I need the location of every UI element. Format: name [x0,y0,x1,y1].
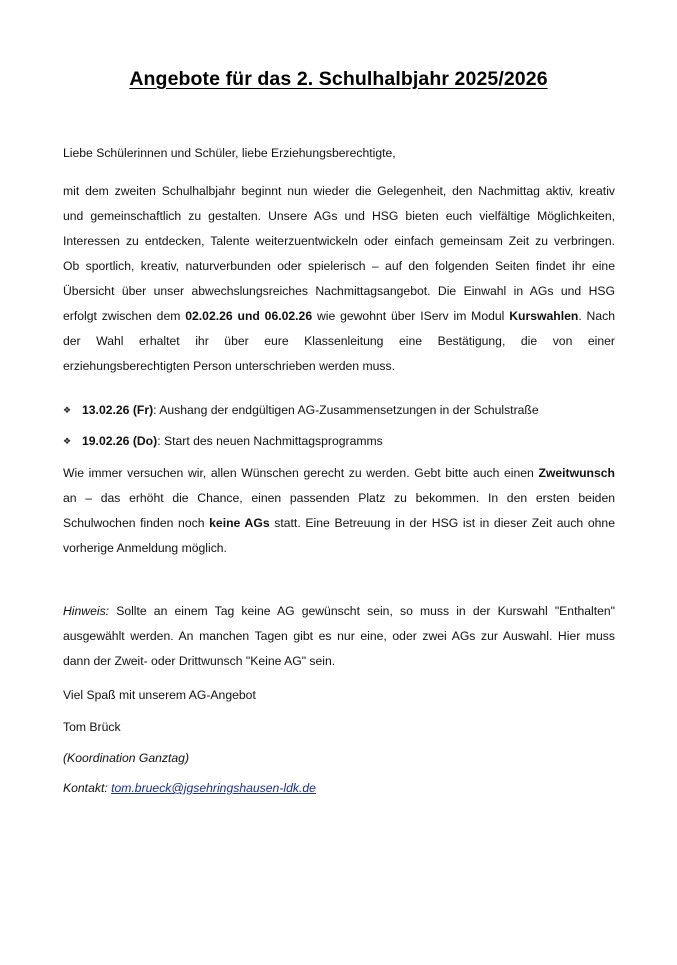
bullet-date: 13.02.26 (Fr) [82,403,154,417]
wishes-line [63,461,615,486]
module-name: Kurswahlen [509,309,579,323]
intro-line: mit dem zweiten Schulhalbjahr beginnt nun wieder die Gelegenheit, den Nachmittag aktiv, kreativ [63,184,615,198]
contact-email-link[interactable]: tom.brueck@jgsehringshausen-ldk.de [111,781,316,795]
intro-line: Ob sportlich, kreativ, naturverbunden oder spielerisch – auf den folgenden Seiten findet ihr eine [63,259,615,273]
registration-period: 02.02.26 und 06.02.26 [185,309,313,323]
intro-line: erziehungsberechtigten Person unterschrieben werden muss. [63,359,395,373]
contact-label: Kontakt: [63,781,112,795]
wishes-line: an – das erhöht die Chance, einen passenden Platz zu bekommen. In den ersten beiden [63,491,615,505]
page-title: Angebote für das 2. Schulhalbjahr 2025/2026 [129,68,548,90]
intro-text: erfolgt zwischen dem [63,309,186,323]
wishes-line: vorherige Anmeldung möglich. [63,541,227,555]
hint-line: dann der Zweit- oder Drittwunsch "Keine AG" sein. [63,654,336,668]
intro-paragraph [63,179,615,379]
no-ags-emphasis: keine AGs [209,516,270,530]
hint-paragraph [63,599,615,674]
wishes-line [63,511,615,536]
signature-name: Tom Brück [63,720,121,734]
diamond-dots-icon: ❖ [63,436,72,446]
wishes-text: statt. Eine Betreuung in der HSG ist in dieser Zeit auch ohne [269,516,615,530]
closing [63,683,615,708]
hint-label: Hinweis: [63,604,110,618]
diamond-dots-icon: ❖ [63,405,72,415]
greeting-text: Liebe Schülerinnen und Schüler, liebe Erziehungsberechtigte, [63,146,396,160]
intro-text: wie gewohnt über IServ im Modul [312,309,510,323]
hint-line [63,599,615,624]
hint-line: ausgewählt werden. An manchen Tagen gibt es nur eine, oder zwei AGs zur Auswahl. Hier muss [63,629,615,643]
closing-text: Viel Spaß mit unserem AG-Angebot [63,688,256,702]
intro-text: . Nach [578,309,615,323]
list-item [63,400,615,420]
bullet-text: : Aushang der endgültigen AG-Zusammensetzungen in der Schulstraße [153,403,539,417]
intro-line: und gemeinschaftlich zu gestalten. Unsere AGs und HSG bieten euch vielfältige Möglichkeiten, [63,209,615,223]
greeting [63,141,615,166]
wishes-text: Schulwochen finden noch [63,516,210,530]
intro-line-dates [63,304,615,329]
intro-line: Übersicht über unser abwechslungsreiches Nachmittagsangebot. Die Einwahl in AGs und HSG [63,284,615,298]
wishes-paragraph [63,461,615,561]
signature-role: (Koordination Ganztag) [63,751,190,765]
signature [63,715,615,740]
wishes-text: Wie immer versuchen wir, allen Wünschen gerecht zu werden. Gebt bitte auch einen [63,466,539,480]
second-wish-emphasis: Zweitwunsch [538,466,615,480]
bullet-text: : Start des neuen Nachmittagsprogramms [157,434,383,448]
bullet-date: 19.02.26 (Do) [82,434,158,448]
contact [63,776,615,801]
intro-line: der Wahl erhaltet ihr über eure Klassenleitung eine Bestätigung, die von einer [63,334,615,348]
hint-text: Sollte an einem Tag keine AG gewünscht sein, so muss in der Kurswahl "Enthalten" [109,604,615,618]
list-item [63,431,615,451]
contact-line [63,776,615,801]
intro-line: Interessen zu entdecken, Talente weiterzuentwickeln oder einfach gemeinsam Zeit zu verbringen. [63,234,615,248]
signature-role-block [63,746,615,771]
